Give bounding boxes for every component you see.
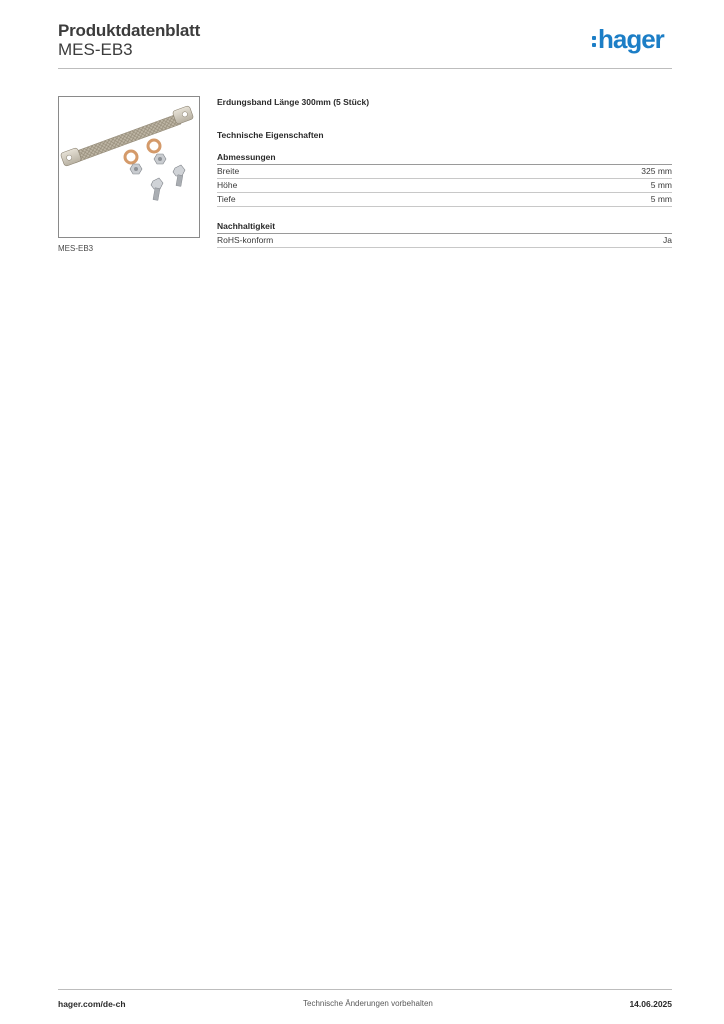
row-label: Tiefe bbox=[217, 194, 236, 204]
technical-properties-heading: Technische Eigenschaften bbox=[217, 130, 324, 140]
product-details bbox=[217, 96, 672, 248]
dimensions-heading: Abmessungen bbox=[217, 151, 672, 165]
footer-website: hager.com/de-ch bbox=[58, 999, 126, 1009]
row-label: Höhe bbox=[217, 180, 238, 190]
dimensions-group bbox=[217, 151, 672, 207]
row-value: 5 mm bbox=[650, 180, 672, 190]
table-row bbox=[217, 193, 672, 207]
row-value: 325 mm bbox=[641, 166, 672, 176]
hager-logo bbox=[592, 26, 664, 60]
row-value: Ja bbox=[663, 235, 672, 245]
sustainability-heading: Nachhaltigkeit bbox=[217, 220, 672, 234]
logo-colon-icon bbox=[592, 36, 596, 47]
image-caption: MES-EB3 bbox=[58, 244, 94, 253]
product-image bbox=[58, 96, 200, 238]
table-row bbox=[217, 165, 672, 179]
footer-disclaimer: Technische Änderungen vorbehalten bbox=[303, 999, 433, 1008]
footer-divider bbox=[58, 989, 672, 990]
footer-date: 14.06.2025 bbox=[629, 999, 672, 1009]
product-description: Erdungsband Länge 300mm (5 Stück) bbox=[217, 97, 370, 107]
row-value: 5 mm bbox=[650, 194, 672, 204]
table-row bbox=[217, 234, 672, 248]
page-title: Produktdatenblatt bbox=[58, 21, 201, 40]
header-divider bbox=[58, 68, 672, 69]
table-row bbox=[217, 179, 672, 193]
row-label: RoHS-konform bbox=[217, 235, 274, 245]
logo-wordmark: hager bbox=[598, 24, 664, 54]
row-label: Breite bbox=[217, 166, 240, 176]
product-code: MES-EB3 bbox=[58, 40, 133, 59]
sustainability-group bbox=[217, 220, 672, 248]
